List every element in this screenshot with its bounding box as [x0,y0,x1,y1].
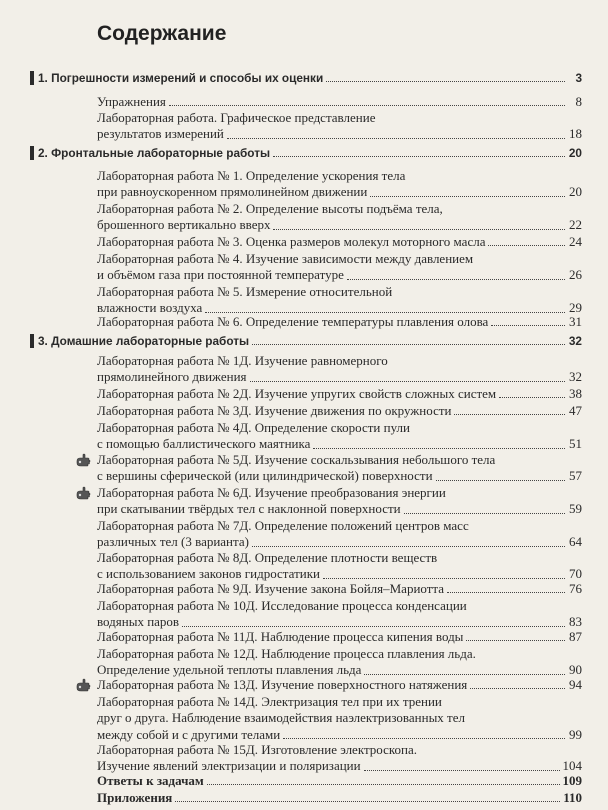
page-number: 24 [569,234,582,249]
dot-leader [283,737,565,739]
toc-line [97,518,582,534]
entry-text: Лабораторная работа № 11Д. Наблюдение процесса кипения воды [97,629,464,644]
hand-pointer-icon [75,678,91,692]
section-heading-text: 2. Фронтальные лабораторные работы [38,146,271,160]
toc-line [97,234,582,250]
page-number: 3 [575,71,582,85]
dot-leader [466,639,565,641]
toc-line [97,386,582,402]
toc-line [97,201,582,217]
toc-entry[interactable] [97,485,582,518]
hand-pointer-icon [75,486,91,500]
entry-text: водяных паров [97,614,180,630]
entry-text: Лабораторная работа № 1Д. Изучение равномерного [97,353,388,368]
toc-entry[interactable] [97,314,582,330]
toc-line [97,677,582,693]
dot-leader [252,545,565,547]
page-number: 70 [569,566,582,582]
entry-text: Лабораторная работа № 12Д. Наблюдение процесса плавления льда. [97,646,476,661]
toc-entry[interactable] [97,694,582,743]
entry-text: Лабораторная работа № 4Д. Определение скорости пули [97,420,410,435]
entry-text: при скатывании твёрдых тел с наклонной поверхности [97,501,401,517]
entry-text: Лабораторная работа. Графическое представление [97,110,376,125]
page-number: 110 [563,790,582,805]
toc-entry[interactable] [97,518,582,551]
dot-leader [370,195,565,197]
section-heading[interactable] [38,70,582,86]
page-title: Содержание [97,22,227,45]
page-number: 51 [569,436,582,452]
entry-text: влажности воздуха [97,300,203,316]
toc-line [97,773,582,789]
page-number: 22 [569,217,582,233]
hand-pointer-icon [75,453,91,467]
toc-line [97,436,582,452]
entry-text: Лабораторная работа № 1. Определение ускорения тела [97,168,406,183]
entry-text: Лабораторная работа № 14Д. Электризация тел при их трении [97,694,442,709]
page-number: 20 [569,184,582,200]
entry-text: Лабораторная работа № 8Д. Определение плотности веществ [97,550,438,565]
entry-text: при равноускоренном прямолинейном движении [97,184,368,200]
dot-leader [447,591,565,593]
entry-text: Лабораторная работа № 3Д. Изучение движения по окружности [97,403,452,418]
toc-entry[interactable] [97,94,582,110]
page-number: 64 [569,534,582,550]
dot-leader [470,687,565,689]
toc-line [97,217,582,233]
page-number: 109 [562,773,582,788]
page-number: 29 [569,300,582,316]
toc-entry[interactable] [97,353,582,386]
page-number: 47 [569,403,582,418]
page-number: 8 [575,94,582,109]
entry-text: с вершины сферической (или цилиндрической) поверхности [97,468,433,484]
dot-leader [347,278,565,280]
page-number: 32 [569,369,582,385]
toc-entry-answers[interactable] [97,773,582,789]
dot-leader [326,80,565,82]
entry-text: друг о друга. Наблюдение взаимодействия наэлектризованных тел [97,710,465,726]
toc-line [97,284,582,300]
toc-entry[interactable] [97,550,582,583]
toc-entry[interactable] [97,201,582,234]
toc-entry[interactable] [97,420,582,453]
toc-entry[interactable] [97,386,582,402]
entry-text: Лабораторная работа № 15Д. Изготовление электроскопа. [97,742,418,757]
entry-text: Лабораторная работа № 6Д. Изучение преобразования энергии [97,485,446,500]
entry-text: Лабораторная работа № 4. Изучение зависимости между давлением [97,251,474,266]
section-marker [30,71,34,85]
toc-entry[interactable] [97,742,582,775]
section-heading-text: 3. Домашние лабораторные работы [38,334,250,348]
page-number: 87 [569,629,582,644]
dot-leader [499,396,565,398]
dot-leader [404,512,565,514]
entry-text: Изучение явлений электризации и поляризации [97,758,361,774]
dot-leader [436,479,565,481]
dot-leader [323,577,565,579]
entry-text: и объёмом газа при постоянной температуре [97,267,344,283]
entry-text: Ответы к задачам [97,773,204,788]
page-number: 94 [569,677,582,692]
entry-text: Лабораторная работа № 2Д. Изучение упругих свойств сложных систем [97,386,497,401]
toc-line [97,369,582,385]
dot-leader [169,104,565,106]
entry-text: Лабораторная работа № 13Д. Изучение поверхностного натяжения [97,677,468,692]
dot-leader [250,380,565,382]
section-marker [30,146,34,160]
entry-text: различных тел (3 варианта) [97,534,249,550]
toc-entry[interactable] [97,110,582,143]
page-number: 20 [568,146,582,160]
dot-leader [205,311,565,313]
dot-leader [252,343,565,345]
toc-entry[interactable] [97,629,582,645]
toc-line [97,353,582,369]
section-heading-text: 1. Погрешности измерений и способы их оценки [38,71,324,85]
dot-leader [207,783,560,785]
entry-text: между собой и с другими телами [97,726,281,742]
entry-text: Лабораторная работа № 2. Определение высоты подъёма тела, [97,201,443,216]
toc-line [97,742,582,758]
entry-text: Упражнения [97,94,166,109]
toc-line [97,710,582,726]
entry-text: Лабораторная работа № 9Д. Изучение закона Бойля–Мариотта [97,581,445,596]
toc-line [97,501,582,517]
dot-leader [227,137,565,139]
page-number: 83 [569,614,582,630]
toc-entry[interactable] [97,677,582,693]
section-heading[interactable] [38,145,582,161]
toc-line [97,485,582,501]
section-heading[interactable] [38,333,582,349]
toc-line [97,629,582,645]
page-number: 59 [569,501,582,517]
toc-entry[interactable] [97,403,582,419]
toc-entry[interactable] [97,581,582,597]
page-number: 38 [569,386,582,401]
toc-line [97,110,582,126]
dot-leader [273,155,565,157]
toc-line [97,790,582,806]
page-number: 104 [562,758,582,774]
dot-leader [488,244,565,246]
toc-line [97,94,582,110]
page-number: 31 [569,314,582,329]
entry-text: Лабораторная работа № 3. Оценка размеров молекул моторного масла [97,234,486,249]
toc-entry[interactable] [97,168,582,201]
toc-line [97,534,582,550]
entry-text: Лабораторная работа № 10Д. Исследование процесса конденсации [97,598,467,613]
dot-leader [454,413,565,415]
page-number: 76 [569,581,582,596]
page-number: 18 [569,126,582,142]
section-marker [30,334,34,348]
toc-entry[interactable] [97,452,582,485]
entry-text: Лабораторная работа № 5Д. Изучение соскальзывания небольшого тела [97,452,496,467]
entry-text: Лабораторная работа № 6. Определение температуры плавления олова [97,314,489,329]
page-number: 90 [569,662,582,678]
toc-line [97,727,582,743]
toc-line [97,403,582,419]
toc-line [97,168,582,184]
dot-leader [313,447,565,449]
toc-line [97,646,582,662]
toc-line [97,581,582,597]
toc-entry[interactable] [97,234,582,250]
dot-leader [491,324,565,326]
toc-line [97,694,582,710]
entry-text: Лабораторная работа № 5. Измерение относительной [97,284,393,299]
dot-leader [364,673,565,675]
toc-entry[interactable] [97,646,582,679]
dot-leader [182,625,565,627]
toc-line [97,550,582,566]
entry-text: Приложения [97,790,173,805]
dot-leader [273,228,565,230]
page-number: 26 [569,267,582,283]
toc-entry[interactable] [97,598,582,631]
page-number: 32 [568,334,582,348]
toc-line [97,420,582,436]
toc-entry[interactable] [97,284,582,317]
toc-line [97,314,582,330]
toc-line [97,251,582,267]
entry-text: Определение удельной теплоты плавления льда [97,662,362,678]
toc-line [97,468,582,484]
entry-text: с помощью баллистического маятника [97,436,311,452]
dot-leader [364,769,560,771]
toc-line [97,184,582,200]
dot-leader [175,800,560,802]
entry-text: прямолинейного движения [97,369,247,385]
entry-text: результатов измерений [97,126,224,142]
toc-entry-appendices[interactable] [97,790,582,806]
toc-line [97,126,582,142]
page-number: 99 [569,726,582,742]
entry-text: с использованием законов гидростатики [97,566,320,582]
toc-line [97,267,582,283]
toc-entry[interactable] [97,251,582,284]
entry-text: Лабораторная работа № 7Д. Определение положений центров масс [97,518,469,533]
toc-line [97,452,582,468]
entry-text: брошенного вертикально вверх [97,217,271,233]
toc-line [97,598,582,614]
page-number: 57 [569,468,582,484]
